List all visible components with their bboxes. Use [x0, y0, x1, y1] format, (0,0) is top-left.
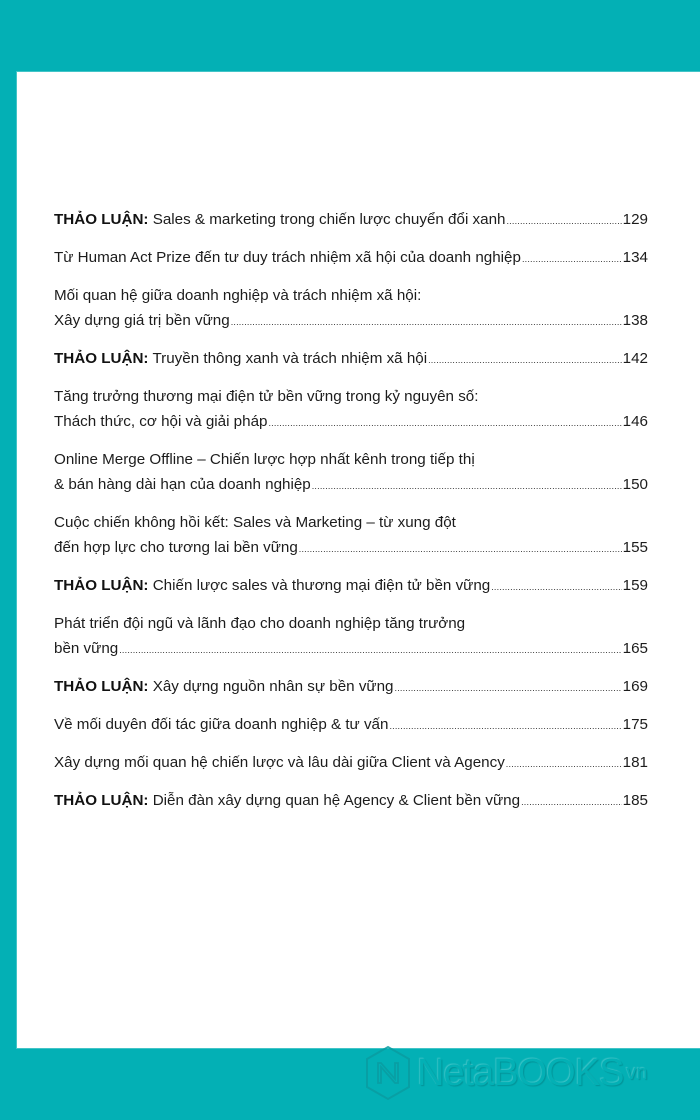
- toc-page-number: 138: [622, 312, 648, 329]
- toc-entry-text: Tăng trưởng thương mại điện tử bền vững trong kỷ nguyên số:: [54, 388, 479, 405]
- toc-entry-line: [54, 308, 648, 335]
- toc-entry-text: đến hợp lực cho tương lai bền vững: [54, 539, 298, 556]
- toc-entry-text: & bán hàng dài hạn của doanh nghiệp: [54, 476, 311, 493]
- toc-entry[interactable]: [54, 384, 648, 447]
- toc-entry-line: [54, 447, 648, 472]
- toc-entry-title: [54, 447, 475, 472]
- watermark-suffix: vn: [626, 1061, 648, 1084]
- table-of-contents: [54, 207, 648, 826]
- toc-entry-text: Xây dựng nguồn nhân sự bền vững: [152, 678, 394, 695]
- toc-entry-title: [54, 308, 230, 333]
- toc-entry[interactable]: [54, 447, 648, 510]
- toc-page-number: 159: [622, 577, 648, 594]
- watermark-brand: NetaBOOKS: [417, 1051, 624, 1094]
- dot-leader: [506, 209, 621, 234]
- dot-leader: [268, 411, 621, 436]
- toc-entry-text: Xây dựng giá trị bền vững: [54, 312, 230, 329]
- toc-entry[interactable]: [54, 573, 648, 611]
- toc-page-number: 142: [622, 350, 648, 367]
- toc-entry[interactable]: [54, 245, 648, 283]
- toc-entry-text: Online Merge Offline – Chiến lược hợp nhất kênh trong tiếp thị: [54, 451, 475, 468]
- dot-leader: [521, 790, 622, 815]
- toc-page-number: 169: [622, 678, 648, 695]
- toc-entry-text: Chiến lược sales và thương mại điện tử bền vững: [152, 577, 491, 594]
- toc-entry-text: Về mối duyên đối tác giữa doanh nghiệp & tư vấn: [54, 716, 389, 733]
- toc-page-number: 134: [622, 249, 648, 266]
- toc-entry-line: [54, 510, 648, 535]
- toc-entry-line: [54, 207, 648, 234]
- toc-page-number: 165: [622, 640, 648, 657]
- dot-leader: [312, 474, 622, 499]
- toc-entry-text: Thách thức, cơ hội và giải pháp: [54, 413, 268, 430]
- toc-entry-title: [54, 207, 505, 232]
- toc-entry[interactable]: [54, 207, 648, 245]
- toc-entry-line: [54, 472, 648, 499]
- toc-entry-line: [54, 409, 648, 436]
- toc-entry-text: bền vững: [54, 640, 119, 657]
- toc-page-number: 185: [622, 792, 648, 809]
- toc-entry-text: Mối quan hệ giữa doanh nghiệp và trách nhiệm xã hội:: [54, 287, 422, 304]
- toc-entry-title: [54, 472, 311, 497]
- toc-entry[interactable]: [54, 750, 648, 788]
- discussion-label: THẢO LUẬN:: [54, 211, 149, 228]
- toc-entry-text: Xây dựng mối quan hệ chiến lược và lâu dài giữa Client và Agency: [54, 754, 505, 771]
- dot-leader: [395, 676, 622, 701]
- dot-leader: [389, 714, 621, 739]
- toc-entry-text: Cuộc chiến không hồi kết: Sales và Marketing – từ xung đột: [54, 514, 456, 531]
- toc-entry-text: Truyền thông xanh và trách nhiệm xã hội: [152, 350, 428, 367]
- toc-entry-title: [54, 712, 388, 737]
- toc-page-number: 175: [622, 716, 648, 733]
- toc-entry-line: [54, 611, 648, 636]
- toc-entry-title: [54, 573, 490, 598]
- toc-entry-title: [54, 535, 298, 560]
- toc-entry-title: [54, 636, 118, 661]
- dot-leader: [428, 348, 622, 373]
- toc-page-number: 129: [622, 211, 648, 228]
- discussion-label: THẢO LUẬN:: [54, 678, 149, 695]
- toc-entry-line: [54, 636, 648, 663]
- toc-entry-line: [54, 788, 648, 815]
- toc-page-number: 181: [622, 754, 648, 771]
- toc-entry-title: [54, 510, 456, 535]
- toc-entry-title: [54, 750, 505, 775]
- toc-entry[interactable]: [54, 346, 648, 384]
- discussion-label: THẢO LUẬN:: [54, 577, 149, 594]
- dot-leader: [299, 537, 622, 562]
- toc-entry-title: [54, 788, 520, 813]
- toc-page-number: 146: [622, 413, 648, 430]
- toc-entry-line: [54, 535, 648, 562]
- toc-entry-line: [54, 245, 648, 272]
- toc-entry-text: Từ Human Act Prize đến tư duy trách nhiệm xã hội của doanh nghiệp: [54, 249, 521, 266]
- toc-entry-line: [54, 283, 648, 308]
- toc-entry[interactable]: [54, 674, 648, 712]
- toc-entry-text: Sales & marketing trong chiến lược chuyển đổi xanh: [152, 211, 506, 228]
- toc-entry[interactable]: [54, 788, 648, 826]
- toc-page-number: 150: [622, 476, 648, 493]
- hexagon-n-logo-icon: [365, 1045, 411, 1101]
- toc-entry-line: [54, 573, 648, 600]
- toc-page-number: 155: [622, 539, 648, 556]
- toc-entry-line: [54, 750, 648, 777]
- toc-entry[interactable]: [54, 611, 648, 674]
- toc-entry-title: [54, 346, 427, 371]
- toc-entry-line: [54, 346, 648, 373]
- toc-entry-title: [54, 611, 465, 636]
- toc-entry-line: [54, 384, 648, 409]
- book-page: [17, 72, 700, 1048]
- toc-entry[interactable]: [54, 283, 648, 346]
- toc-entry-title: [54, 283, 421, 308]
- toc-entry-text: Diễn đàn xây dựng quan hệ Agency & Client bền vững: [152, 792, 521, 809]
- discussion-label: THẢO LUẬN:: [54, 350, 149, 367]
- toc-entry-title: [54, 409, 267, 434]
- dot-leader: [119, 638, 621, 663]
- watermark-logo: [365, 1043, 685, 1103]
- toc-entry[interactable]: [54, 712, 648, 750]
- toc-entry-title: [54, 674, 394, 699]
- dot-leader: [231, 310, 622, 335]
- toc-entry[interactable]: [54, 510, 648, 573]
- toc-entry-text: Phát triển đội ngũ và lãnh đạo cho doanh nghiệp tăng trưởng: [54, 615, 466, 632]
- toc-entry-line: [54, 712, 648, 739]
- toc-entry-title: [54, 384, 478, 409]
- dot-leader: [491, 575, 621, 600]
- toc-entry-title: [54, 245, 521, 270]
- discussion-label: THẢO LUẬN:: [54, 792, 149, 809]
- dot-leader: [506, 752, 622, 777]
- dot-leader: [522, 247, 622, 272]
- toc-entry-line: [54, 674, 648, 701]
